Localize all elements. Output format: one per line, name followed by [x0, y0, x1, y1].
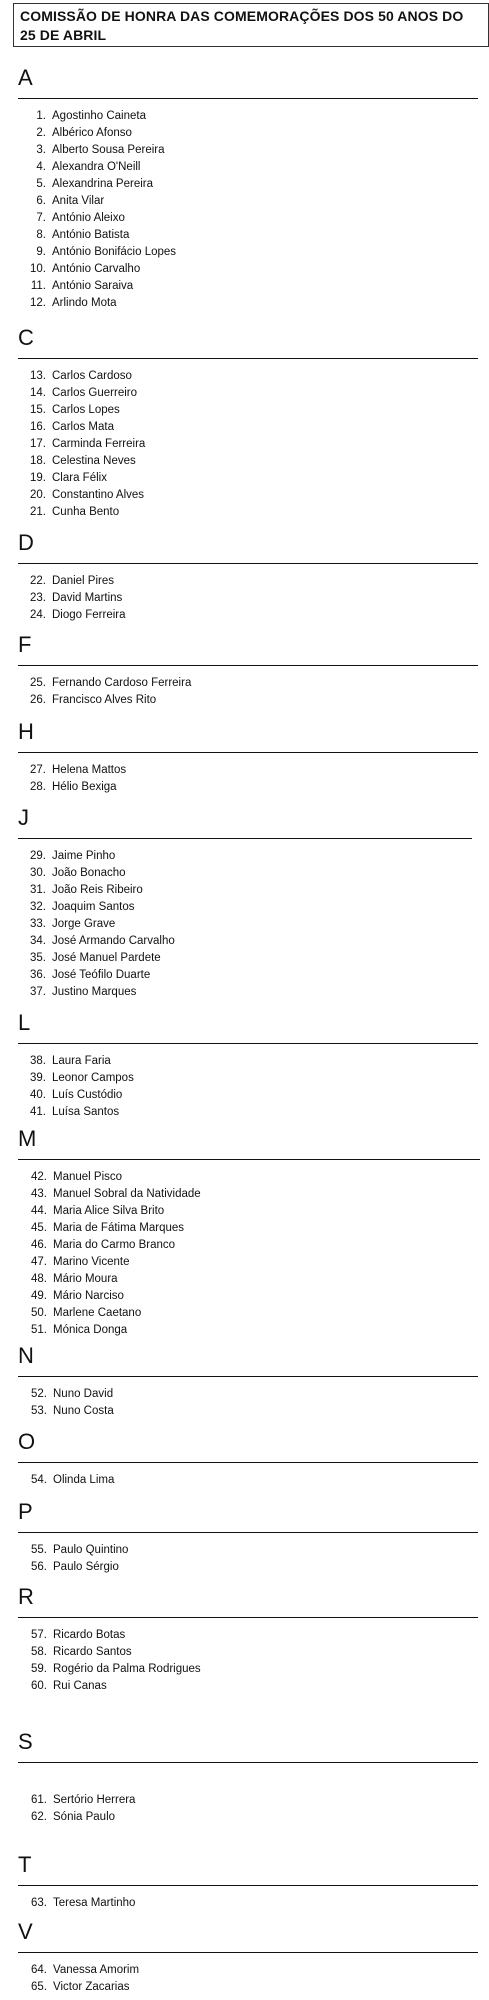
section-letter: M [18, 1126, 37, 1151]
item-number: 64. [31, 1964, 47, 1976]
item-number: 21. [30, 506, 46, 518]
list-item [0, 1087, 134, 1104]
person-name: Mário Narciso [53, 1290, 124, 1302]
item-number: 65. [31, 1981, 47, 1993]
person-name: Paulo Sérgio [53, 1561, 119, 1573]
item-number: 45. [31, 1222, 47, 1234]
name-list-h [0, 762, 126, 796]
person-name: Jorge Grave [52, 918, 116, 930]
item-number: 19. [30, 472, 46, 484]
person-name: Carlos Lopes [52, 404, 120, 416]
section-letter: R [18, 1584, 34, 1609]
section-letter: V [18, 1919, 33, 1944]
list-item [1, 1288, 201, 1305]
item-number: 3. [36, 144, 46, 156]
list-item [0, 210, 176, 227]
list-item [0, 453, 145, 470]
person-name: Ricardo Santos [53, 1646, 132, 1658]
person-name: José Teófilo Duarte [52, 969, 151, 981]
section-divider [18, 1376, 478, 1377]
person-name: Joaquim Santos [52, 901, 135, 913]
list-item [0, 159, 176, 176]
name-list-n [1, 1386, 114, 1420]
section-divider [18, 752, 478, 753]
item-number: 23. [30, 592, 46, 604]
person-name: Carlos Guerreiro [52, 387, 137, 399]
person-name: Diogo Ferreira [52, 609, 126, 621]
item-number: 15. [30, 404, 46, 416]
person-name: Constantino Alves [52, 489, 145, 501]
person-name: Helena Mattos [52, 764, 127, 776]
list-item [0, 762, 126, 779]
item-number: 5. [36, 178, 46, 190]
person-name: José Armando Carvalho [52, 935, 175, 947]
section-divider [18, 1462, 478, 1463]
section-divider [18, 1952, 478, 1953]
list-item [0, 419, 145, 436]
person-name: Marlene Caetano [53, 1307, 142, 1319]
list-item [0, 470, 145, 487]
item-number: 29. [30, 850, 46, 862]
person-name: João Bonacho [52, 867, 126, 879]
item-number: 40. [30, 1089, 46, 1101]
item-number: 16. [30, 421, 46, 433]
list-item [1, 1203, 201, 1220]
person-name: Daniel Pires [52, 575, 114, 587]
item-number: 17. [30, 438, 46, 450]
person-name: António Bonifácio Lopes [52, 246, 177, 258]
person-name: Maria de Fátima Marques [53, 1222, 185, 1234]
person-name: António Saraiva [52, 280, 134, 292]
item-number: 54. [31, 1474, 47, 1486]
item-number: 60. [31, 1680, 47, 1692]
section-divider [18, 1159, 480, 1160]
list-item [0, 295, 176, 312]
list-item [0, 1070, 134, 1087]
item-number: 49. [31, 1290, 47, 1302]
item-number: 30. [30, 867, 46, 879]
person-name: José Manuel Pardete [52, 952, 161, 964]
name-list-t [1, 1895, 135, 1912]
person-name: Nuno Costa [53, 1405, 114, 1417]
list-item [0, 882, 175, 899]
item-number: 6. [36, 195, 46, 207]
list-item [1, 1254, 201, 1271]
person-name: Jaime Pinho [52, 850, 116, 862]
list-item [0, 278, 176, 295]
section-letter: N [18, 1343, 34, 1368]
person-name: Hélio Bexiga [52, 781, 117, 793]
list-item [0, 899, 175, 916]
item-number: 2. [36, 127, 46, 139]
section-letter: A [18, 65, 33, 90]
item-number: 11. [30, 280, 46, 292]
list-item [1, 1962, 139, 1979]
person-name: Nuno David [53, 1388, 114, 1400]
page-title: COMISSÃO DE HONRA DAS COMEMORAÇÕES DOS 50 ANOS DO 25 DE ABRIL [13, 3, 489, 47]
section-divider [18, 838, 472, 839]
name-list-p [1, 1542, 128, 1576]
section-letter: S [18, 1729, 33, 1754]
list-item [0, 193, 176, 210]
item-number: 57. [31, 1629, 47, 1641]
list-item [1, 1386, 114, 1403]
list-item [0, 108, 176, 125]
person-name: Olinda Lima [53, 1474, 115, 1486]
section-divider [18, 1043, 478, 1044]
list-item [0, 607, 126, 624]
section-letter: F [18, 632, 32, 657]
name-list-f [0, 675, 191, 709]
list-item [1, 1792, 135, 1809]
item-number: 53. [31, 1405, 47, 1417]
section-divider [18, 1762, 478, 1763]
list-item [1, 1403, 114, 1420]
list-item [1, 1809, 135, 1826]
item-number: 43. [31, 1188, 47, 1200]
list-item [1, 1237, 201, 1254]
list-item [0, 1104, 134, 1121]
name-list-l [0, 1053, 134, 1121]
section-letter: T [18, 1852, 32, 1877]
person-name: Laura Faria [52, 1055, 111, 1067]
item-number: 36. [30, 969, 46, 981]
item-number: 18. [30, 455, 46, 467]
list-item [0, 590, 126, 607]
person-name: Cunha Bento [52, 506, 120, 518]
list-item [0, 244, 176, 261]
item-number: 9. [36, 246, 46, 258]
name-list-r [1, 1627, 201, 1695]
item-number: 55. [31, 1544, 47, 1556]
list-item [1, 1627, 201, 1644]
section-letter: H [18, 719, 34, 744]
person-name: Maria do Carmo Branco [53, 1239, 176, 1251]
list-item [0, 848, 175, 865]
person-name: Vanessa Amorim [53, 1964, 140, 1976]
list-item [1, 1220, 201, 1237]
list-item [0, 779, 126, 796]
person-name: Luís Custódio [52, 1089, 123, 1101]
section-divider [18, 1617, 478, 1618]
list-item [1, 1644, 201, 1661]
item-number: 51. [31, 1324, 47, 1336]
item-number: 1. [36, 110, 46, 122]
person-name: Manuel Pisco [53, 1171, 123, 1183]
list-item [0, 227, 176, 244]
item-number: 62. [31, 1811, 47, 1823]
item-number: 37. [30, 986, 46, 998]
list-item [0, 261, 176, 278]
item-number: 44. [31, 1205, 47, 1217]
list-item [0, 1053, 134, 1070]
item-number: 27. [30, 764, 46, 776]
item-number: 25. [30, 677, 46, 689]
list-item [0, 573, 126, 590]
item-number: 58. [31, 1646, 47, 1658]
name-list-d [0, 573, 126, 624]
item-number: 24. [30, 609, 46, 621]
list-item [1, 1895, 135, 1912]
person-name: Francisco Alves Rito [52, 694, 157, 706]
item-number: 12. [30, 297, 46, 309]
item-number: 50. [31, 1307, 47, 1319]
section-letter: J [18, 805, 29, 830]
item-number: 35. [30, 952, 46, 964]
item-number: 26. [30, 694, 46, 706]
list-item [0, 402, 145, 419]
section-letter: L [18, 1010, 31, 1035]
person-name: Justino Marques [52, 986, 137, 998]
list-item [0, 865, 175, 882]
list-item [1, 1661, 201, 1678]
person-name: Carlos Mata [52, 421, 114, 433]
person-name: Leonor Campos [52, 1072, 134, 1084]
name-list-j [0, 848, 175, 1001]
list-item [0, 385, 145, 402]
person-name: Anita Vilar [52, 195, 105, 207]
list-item [1, 1186, 201, 1203]
list-item [1, 1472, 114, 1489]
name-list-s [1, 1792, 135, 1826]
person-name: Victor Zacarias [53, 1981, 130, 1993]
person-name: Agostinho Caineta [52, 110, 146, 122]
person-name: Albérico Afonso [52, 127, 132, 139]
item-number: 28. [30, 781, 46, 793]
item-number: 10. [30, 263, 46, 275]
item-number: 13. [30, 370, 46, 382]
item-number: 46. [31, 1239, 47, 1251]
item-number: 42. [31, 1171, 47, 1183]
list-item [1, 1322, 201, 1339]
list-item [0, 933, 175, 950]
list-item [0, 436, 145, 453]
name-list-v [1, 1962, 139, 1996]
person-name: António Carvalho [52, 263, 141, 275]
item-number: 61. [31, 1794, 47, 1806]
section-letter: D [18, 530, 34, 555]
item-number: 59. [31, 1663, 47, 1675]
item-number: 7. [36, 212, 46, 224]
section-divider [18, 358, 478, 359]
person-name: Maria Alice Silva Brito [53, 1205, 165, 1217]
item-number: 4. [36, 161, 46, 173]
person-name: Alberto Sousa Pereira [52, 144, 165, 156]
list-item [0, 984, 175, 1001]
person-name: Arlindo Mota [52, 297, 117, 309]
section-letter: C [18, 325, 34, 350]
item-number: 48. [31, 1273, 47, 1285]
person-name: Mónica Donga [53, 1324, 128, 1336]
item-number: 38. [30, 1055, 46, 1067]
list-item [0, 142, 176, 159]
section-divider [18, 665, 478, 666]
person-name: Fernando Cardoso Ferreira [52, 677, 192, 689]
list-item [1, 1678, 201, 1695]
item-number: 39. [30, 1072, 46, 1084]
item-number: 14. [30, 387, 46, 399]
person-name: David Martins [52, 592, 123, 604]
item-number: 8. [36, 229, 46, 241]
list-item [0, 176, 176, 193]
person-name: Manuel Sobral da Natividade [53, 1188, 201, 1200]
person-name: Carlos Cardoso [52, 370, 132, 382]
section-letter: O [18, 1429, 36, 1454]
list-item [0, 675, 191, 692]
item-number: 52. [31, 1388, 47, 1400]
item-number: 20. [30, 489, 46, 501]
item-number: 32. [30, 901, 46, 913]
person-name: Rui Canas [53, 1680, 107, 1692]
list-item [0, 916, 175, 933]
person-name: Sónia Paulo [53, 1811, 116, 1823]
person-name: Luísa Santos [52, 1106, 120, 1118]
section-letter: P [18, 1499, 33, 1524]
item-number: 31. [30, 884, 46, 896]
item-number: 22. [30, 575, 46, 587]
list-item [0, 487, 145, 504]
section-divider [18, 1885, 478, 1886]
person-name: Marino Vicente [53, 1256, 130, 1268]
person-name: Paulo Quintino [53, 1544, 129, 1556]
item-number: 63. [31, 1897, 47, 1909]
list-item [1, 1305, 201, 1322]
item-number: 56. [31, 1561, 47, 1573]
person-name: António Batista [52, 229, 130, 241]
person-name: João Reis Ribeiro [52, 884, 143, 896]
person-name: Teresa Martinho [53, 1897, 136, 1909]
person-name: Ricardo Botas [53, 1629, 126, 1641]
item-number: 41. [30, 1106, 46, 1118]
list-item [0, 504, 145, 521]
person-name: Celestina Neves [52, 455, 136, 467]
list-item [1, 1169, 201, 1186]
list-item [1, 1542, 128, 1559]
person-name: Sertório Herrera [53, 1794, 136, 1806]
name-list-a [0, 108, 176, 312]
list-item [0, 125, 176, 142]
list-item [0, 692, 191, 709]
list-item [1, 1559, 128, 1576]
list-item [1, 1979, 139, 1996]
person-name: António Aleixo [52, 212, 125, 224]
name-list-c [0, 368, 145, 521]
person-name: Clara Félix [52, 472, 107, 484]
list-item [0, 950, 175, 967]
section-divider [18, 563, 478, 564]
item-number: 47. [31, 1256, 47, 1268]
person-name: Mário Moura [53, 1273, 118, 1285]
name-list-o [1, 1472, 114, 1489]
person-name: Carminda Ferreira [52, 438, 146, 450]
person-name: Alexandrina Pereira [52, 178, 154, 190]
name-list-m [1, 1169, 201, 1339]
section-divider [18, 98, 478, 99]
list-item [0, 368, 145, 385]
section-divider [18, 1532, 478, 1533]
item-number: 33. [30, 918, 46, 930]
list-item [0, 967, 175, 984]
person-name: Alexandra O'Neill [52, 161, 141, 173]
list-item [1, 1271, 201, 1288]
item-number: 34. [30, 935, 46, 947]
person-name: Rogério da Palma Rodrigues [53, 1663, 201, 1675]
